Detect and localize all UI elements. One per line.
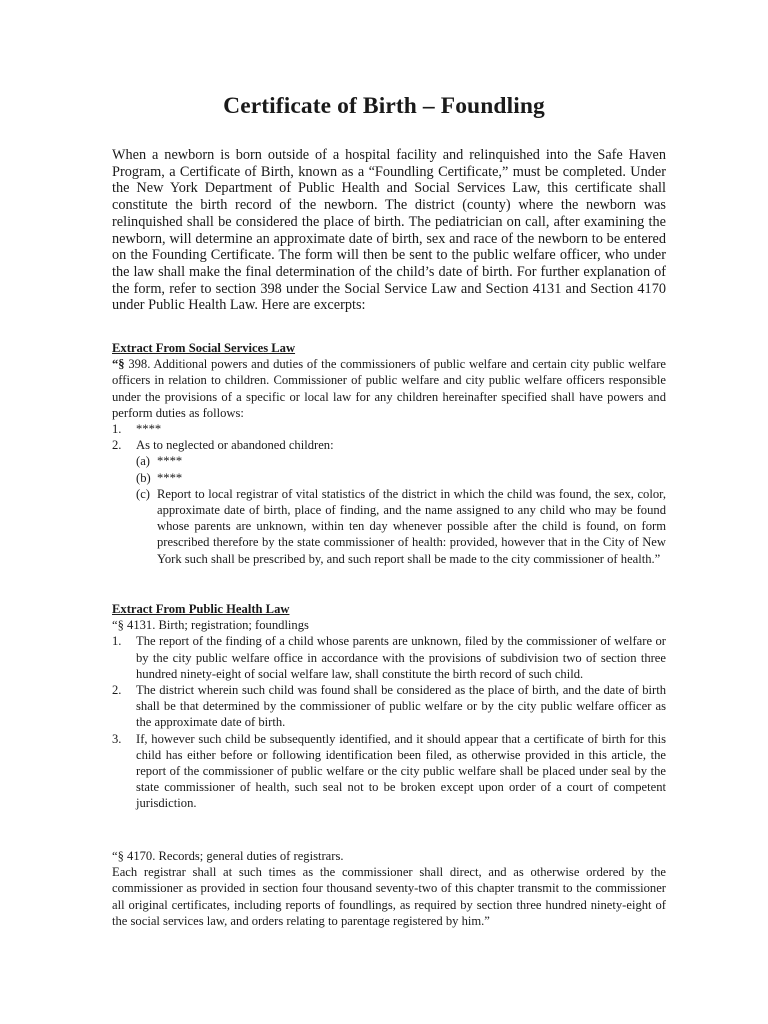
list-item	[112, 633, 666, 682]
sub-list-item	[136, 453, 666, 469]
list-item-number: 2.	[112, 438, 122, 453]
sub-list-item-text: ****	[157, 470, 183, 485]
social-services-section	[112, 340, 666, 567]
public-health-section	[112, 601, 666, 812]
registrars-section	[112, 848, 666, 929]
list-item-text: The district wherein such child was found shall be considered as the place of birth, and the date of birth shall be that determined by the commissioner of public welfare or by the city public welfare officer as the approximate date of birth.	[136, 683, 666, 730]
sub-list-item-number: (a)	[136, 454, 150, 469]
section-4170-heading: “§ 4170. Records; general duties of registrars.	[112, 849, 344, 863]
list-item	[112, 437, 666, 453]
section-4170-paragraph: Each registrar shall at such times as the commissioner shall direct, and as otherwise ordered by the commissioner as provided in section four thousand seventy-two of this chapter transmit to the commissioner all original certificates, including reports of foundlings, as required by section three hundred ninety-eight of the social services law, and orders relating to parentage registered by him.”	[112, 865, 666, 928]
list-item	[112, 682, 666, 731]
list-item-number: 1.	[112, 422, 122, 437]
list-item-number: 3.	[112, 731, 122, 746]
section-4131-heading: “§ 4131. Birth; registration; foundlings	[112, 618, 309, 633]
sub-list-item	[136, 486, 666, 567]
sub-list-item-text: ****	[157, 454, 183, 469]
list-item	[112, 421, 666, 437]
section-398-text: 398. Additional powers and duties of the commissioners of public welfare and certain city public welfare officers in relation to children. Commissioner of public welfare and city public welfare officers responsible under the provisions of a specific or local law for any children hereinafter specified shall have powers and perform duties as follows:	[112, 357, 666, 420]
sub-list-item-number: (b)	[136, 470, 151, 485]
list-item-number: 2.	[112, 683, 122, 698]
list-item-text: As to neglected or abandoned children:	[136, 438, 334, 453]
sub-list-item-text: Report to local registrar of vital statistics of the district in which the child was found, the sex, color, approximate date of birth, place of finding, and the name assigned to any child who may be found whose parents are unknown, within ten day whenever possible after the child is found, on form prescribed therefore by the state commissioner of health: provided, however that in the City of New York such shall be prescribed by, and such report shall be made to the city commissioner of health.”	[157, 486, 666, 566]
list-item-number: 1.	[112, 634, 122, 649]
sub-list-item	[136, 470, 666, 486]
section-398-paragraph	[112, 356, 666, 421]
list-item	[112, 731, 666, 812]
list-item-text: ****	[136, 422, 162, 437]
section-398-mark: “§	[112, 357, 125, 372]
intro-paragraph: When a newborn is born outside of a hospital facility and relinquished into the Safe Haven Program, a Certificate of Birth, known as a “Foundling Certificate,” must be completed. Under the New York Department of Public Health and Social Services Law, this certificate shall constitute the birth record of the newborn. The district (county) where the newborn was relinquished shall be considered the place of birth. The pediatrician on call, after examining the newborn, will determine an approximate date of birth, sex and race of the newborn to be entered on the Founding Certificate. The form will then be sent to the public welfare officer, who under the law shall make the final determination of the child’s date of birth. For further explanation of the form, refer to section 398 under the Social Service Law and Section 4131 and Section 4170 under Public Health Law. Here are excerpts:	[112, 147, 666, 314]
list-item-text: If, however such child be subsequently identified, and it should appear that a certificate of birth for this child has either before or following identification been filed, as otherwise provided in this article, the report of the commissioner of public welfare or the city public welfare shall be placed under seal by the state commissioner of health, such seal not to be broken except upon order of a court of competent jurisdiction.	[136, 731, 666, 811]
social-services-heading: Extract From Social Services Law	[112, 341, 296, 355]
sub-list-item-number: (c)	[136, 486, 150, 501]
public-health-heading: Extract From Public Health Law	[112, 602, 290, 616]
list-item-text: The report of the finding of a child whose parents are unknown, filed by the commissioner of welfare or by the city public welfare office in accordance with the provisions of subdivision two of section three hundred ninety-eight of social welfare law, shall constitute the birth record of such child.	[136, 634, 666, 681]
document-title: Certificate of Birth – Foundling	[223, 93, 545, 119]
